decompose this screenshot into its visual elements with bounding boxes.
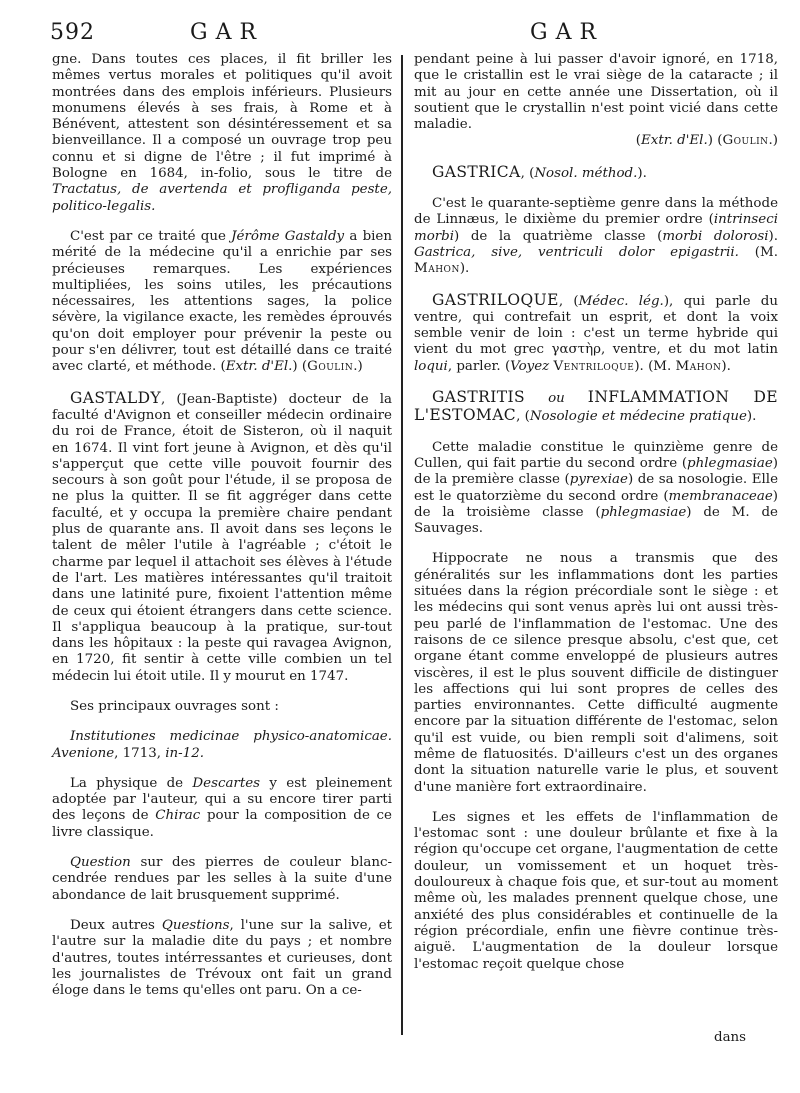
entry-gastaldy — [52, 390, 392, 685]
text: La physique de — [70, 775, 184, 791]
work-title-paragraph — [52, 729, 392, 762]
latin-term: morbi dolorosi — [662, 228, 769, 244]
text: ) ( — [707, 133, 723, 149]
running-head-right: GAR — [530, 20, 605, 45]
text: .) — [353, 359, 363, 375]
reference: Extr. d'El. — [641, 133, 708, 149]
text: , l'une sur la salive, et l'autre sur la maladie dite du pays ; et nombre d'autres, toutes intérressantes et curieuses, dont les journalistes de Trévoux ont fait un grand éloge dans le tems qu'elles ont paru. On a ce- — [52, 917, 393, 999]
text: ). — [768, 228, 778, 244]
text: ou — [548, 391, 565, 407]
entry-gastrica-head — [414, 164, 778, 182]
text: gne. Dans toutes ces places, il fit briller les mêmes vertus morales et politiques qu'il avoit montrées dans des emplois inférieurs. Plusieurs monumens élevés à ses frais, à Rome et à Bénévent, attestent son désintéressement et sa bienveillance. Il a composé un ouvrage trop peu connu et si digne de l'être ; il fut imprimé à Bologne en 1684, in-folio, sous le titre de — [52, 52, 392, 182]
text: a bien mérité de la médecine qu'il a enrichie par ses précieuses remarques. Les expériences multipliées, les soins utiles, les précautions nécessaires, les attentions sages, la police sévère, la vigilance exacte, les remèdes éprouvés qu'on doit employer pour prévenir la peste ou pour s'en délivrer, tout est détaillé dans ce traité avec clarté, et méthode. ( — [52, 228, 392, 375]
paragraph-deux-questions — [52, 918, 392, 999]
text: , 1713, — [114, 745, 166, 761]
text: .) — [768, 133, 778, 149]
author-name: Goulin — [722, 133, 769, 149]
paragraph-signes: Les signes et les effets de l'inflammation de l'estomac sont : une douleur brûlante et fixe à la région qu'occupe cet organe, l'augmentation de cette douleur, un vomissement et un hoquet très-douloureux à chaque fois que, et sur-tout au moment même où, les malades prennent quelque chose, une anxiété des plus considérables et continuelle de la région précordiale, enfin une fièvre continue très-aiguë. L'augmentation de la douleur lorsque l'estomac reçoit quelque chose — [414, 809, 778, 972]
source: Nosol. méthod. — [534, 165, 638, 181]
catchword: dans — [714, 1030, 747, 1045]
left-column — [52, 52, 392, 1013]
text: C'est par ce traité que — [70, 228, 226, 244]
latin-term: loqui — [414, 358, 448, 374]
text: ). — [721, 358, 731, 374]
work-word: Questions — [161, 917, 230, 933]
entry-gastriloque — [414, 292, 778, 375]
entry-gastrica-text — [414, 196, 778, 277]
person-name: Jérôme Gastaldy — [231, 228, 345, 244]
column-divider — [401, 55, 403, 1035]
text: pendant peine à lui passer d'avoir ignoré, en 1718, que le cristallin est le vrai siège de la cataracte ; il mit au jour en cette année une Dissertation, où il soutient que le crystallin n'est point vicié dans cette maladie. — [414, 52, 778, 133]
work-word: Question — [70, 855, 131, 871]
text: ) de la troisième classe ( — [414, 488, 778, 520]
text: , ( — [516, 409, 530, 425]
paragraph-traite — [52, 229, 392, 376]
paragraph-hippocrate: Hippocrate ne nous a transmis que des généralités sur les inflammations dont les parties situées dans la région précordiale sont le siège : et les médecins qui sont venus après lui ont aussi très-peu parlé de l'inflammation de l'estomac. Une des raisons de ce silence presque absolu, c'est que, cet organe étant comme enveloppé de plusieurs autres viscères, il est le plus souvent difficile de distinguer les affections qui lui sont propres de celles des parties environnantes. Cette difficulté augmente encore par la situation différente de l'estomac, selon qu'il est vuide, ou bien rempli soit d'alimens, soit même de flatuosités. D'ailleurs c'est un des organes dont la situation naturelle varie le plus, et souvent d'une manière fort extraordinaire. — [414, 551, 778, 795]
text: ). — [637, 165, 647, 181]
latin-term: phlegmasiae — [600, 504, 687, 520]
latin-term: pyrexiae — [569, 472, 628, 488]
paragraph-physique — [52, 776, 392, 841]
entry-headword: GASTRICA — [432, 162, 521, 181]
text: ). — [459, 261, 470, 277]
right-column — [414, 52, 778, 987]
person-name: Chirac — [155, 808, 201, 824]
text: , parler. ( — [447, 358, 511, 374]
paragraph-continuation — [414, 52, 778, 150]
source: Médec. lég. — [578, 293, 664, 309]
source: Nosologie et médecine pratique — [529, 409, 747, 425]
book-title: Tractatus, de avertenda et profliganda peste, politico-legalis. — [52, 182, 392, 214]
text: ) ( — [292, 359, 308, 375]
entry-headword: GASTRITIS — [432, 388, 526, 407]
person-name: Descartes — [192, 775, 261, 791]
entry-gastritis-head — [414, 389, 778, 426]
page-number: 592 — [50, 20, 95, 45]
text: ) de la première classe ( — [414, 455, 778, 488]
latin-term: phlegmasiae — [687, 455, 773, 471]
latin-term: intrinseci morbi — [414, 212, 778, 244]
text: ). — [746, 409, 757, 425]
work-format: in-12. — [165, 745, 204, 761]
entry-headword: INFLAMMATION DE L'ESTOMAC — [414, 388, 778, 425]
text: y est pleinement adoptée par l'auteur, qui a su encore tirer parti des leçons de — [52, 775, 393, 824]
text: pour la composition de ce livre classique. — [52, 808, 392, 840]
cross-reference-target: Ventriloque — [553, 358, 635, 374]
text: (M. — [738, 244, 778, 260]
text: sur des pierres de couleur blanc-cendrée rendues par les selles à la suite d'une abondance de lait brusquement supprimé. — [52, 855, 392, 903]
text: ) de la quatrième classe ( — [454, 228, 663, 244]
author-name: Mahon — [414, 261, 460, 277]
work-title: Institutiones medicinae physico-anatomicae. — [70, 729, 392, 745]
work-place: Avenione — [52, 745, 115, 761]
running-head-left: GAR — [190, 20, 265, 45]
latin-term: membranaceae — [668, 488, 773, 504]
text: , ( — [520, 165, 535, 181]
text: ) de sa nosologie. Elle est le quatorzième du second ordre ( — [414, 472, 778, 504]
author-name: Mahon — [675, 358, 722, 374]
text: C'est le quarante-septième genre dans la méthode de Linnæus, le dixième du premier ordre ( — [414, 196, 778, 228]
text: , ( — [558, 293, 579, 309]
latin-term: Gastrica, sive, ventriculi dolor epigastrii. — [414, 244, 739, 260]
author-name: Goulin — [307, 359, 354, 375]
text: Deux autres — [70, 917, 155, 933]
text: ( — [635, 133, 641, 149]
paragraph-continuation — [52, 52, 392, 215]
reference: Extr. d'El. — [225, 359, 293, 375]
cross-reference: Voyez — [510, 358, 550, 374]
paragraph-cullen — [414, 440, 778, 538]
paragraph-question — [52, 855, 392, 904]
text: ). (M. — [634, 358, 676, 374]
text: ), qui parle du ventre, qui contrefait un esprit, et dont la voix semble venir de loin : c'est un terme hybride qui vient du mot grec γαστὴρ, ventre, et du mot latin — [414, 293, 778, 358]
entry-headword: GASTRILOQUE — [432, 290, 559, 309]
works-intro: Ses principaux ouvrages sont : — [70, 698, 279, 714]
entry-headword: GASTALDY — [70, 388, 162, 407]
entry-text: , (Jean-Baptiste) docteur de la faculté d'Avignon et conseiller médecin ordinaire du roi de France, étoit de Sisteron, où il naquit en 1674. Il vint fort jeune à Avignon, et dès qu'il s'apperçut que cette ville pouvoit fournir des secours à son goût pour l'étude, il se proposa de ne plus la quitter. Il se fit aggréger dans cette faculté, et y occupa la première chaire pendant plus de quarante ans. Il avoit dans ses leçons le talent de mêler l'utile à l'agréable ; c'étoit le charme par lequel il attachoit ses élèves à l'étude de l'art. Les matières intéressantes qu'il traitoit dans une latinité pure, fixoient l'attention même de ceux qui étoient étrangers dans cette science. Il s'appliqua beaucoup à la pratique, sur-tout dans les hôpitaux : la peste qui ravagea Avignon, en 1720, fit sentir à cette ville combien un tel médecin lui étoit utile. Il y mourut en 1747. — [52, 391, 392, 684]
reference-line — [414, 133, 778, 149]
text: ) de M. de Sauvages. — [414, 504, 778, 537]
text: Cette maladie constitue le quinzième genre de Cullen, qui fait partie du second ordre ( — [414, 439, 778, 471]
